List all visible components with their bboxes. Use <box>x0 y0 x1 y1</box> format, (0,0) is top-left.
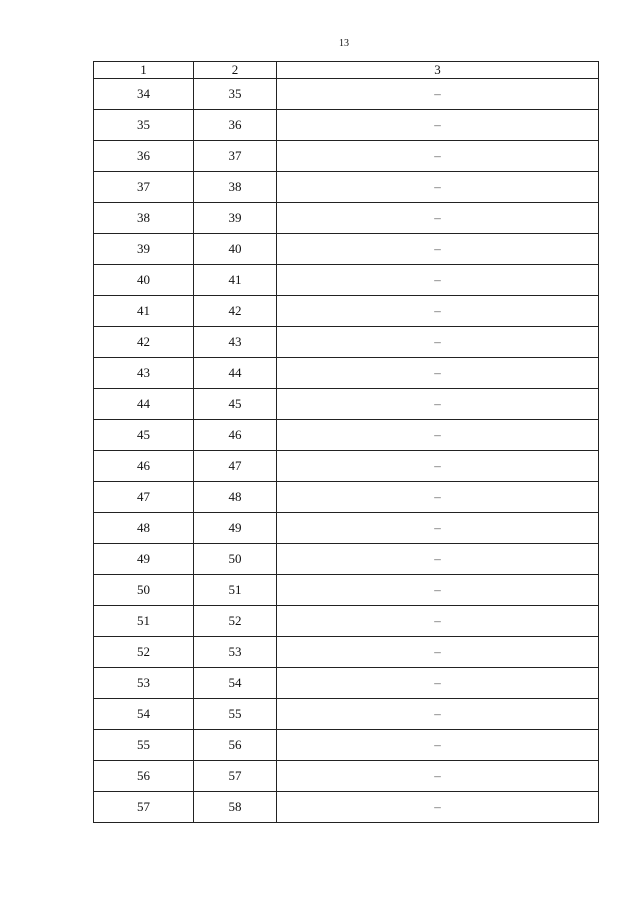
table-cell-col-3: – <box>277 234 599 265</box>
table-row <box>94 606 599 637</box>
table-cell-col-3: – <box>277 730 599 761</box>
table-cell-col-2: 38 <box>194 172 277 203</box>
table-cell-col-3: – <box>277 265 599 296</box>
table-row <box>94 668 599 699</box>
table-cell-col-3: – <box>277 420 599 451</box>
table-cell-col-3: – <box>277 110 599 141</box>
table-row <box>94 79 599 110</box>
table-cell-col-3: – <box>277 544 599 575</box>
table-cell-col-1: 46 <box>94 451 194 482</box>
table-cell-col-1: 49 <box>94 544 194 575</box>
table-row <box>94 358 599 389</box>
table-cell-col-1: 36 <box>94 141 194 172</box>
table-row <box>94 234 599 265</box>
table-row <box>94 389 599 420</box>
table-cell-col-2: 40 <box>194 234 277 265</box>
table-cell-col-3: – <box>277 141 599 172</box>
table-cell-col-3: – <box>277 575 599 606</box>
table-cell-col-1: 41 <box>94 296 194 327</box>
table-cell-col-1: 37 <box>94 172 194 203</box>
table-cell-col-1: 44 <box>94 389 194 420</box>
column-header-2: 2 <box>194 62 277 79</box>
table-cell-col-1: 48 <box>94 513 194 544</box>
table-cell-col-2: 46 <box>194 420 277 451</box>
table-cell-col-1: 47 <box>94 482 194 513</box>
table-cell-col-3: – <box>277 172 599 203</box>
table-cell-col-3: – <box>277 482 599 513</box>
table-cell-col-1: 53 <box>94 668 194 699</box>
column-header-3: 3 <box>277 62 599 79</box>
table-cell-col-3: – <box>277 792 599 823</box>
table-cell-col-2: 45 <box>194 389 277 420</box>
table-row <box>94 203 599 234</box>
table-cell-col-3: – <box>277 79 599 110</box>
table-cell-col-2: 47 <box>194 451 277 482</box>
table-row <box>94 761 599 792</box>
table-cell-col-3: – <box>277 358 599 389</box>
table-cell-col-2: 51 <box>194 575 277 606</box>
table-cell-col-1: 40 <box>94 265 194 296</box>
table-cell-col-2: 44 <box>194 358 277 389</box>
table-row <box>94 792 599 823</box>
table-cell-col-1: 43 <box>94 358 194 389</box>
table-cell-col-2: 55 <box>194 699 277 730</box>
table-cell-col-3: – <box>277 668 599 699</box>
table-cell-col-2: 42 <box>194 296 277 327</box>
table-cell-col-2: 39 <box>194 203 277 234</box>
table-cell-col-2: 56 <box>194 730 277 761</box>
table-cell-col-3: – <box>277 699 599 730</box>
table-row <box>94 451 599 482</box>
table-cell-col-3: – <box>277 637 599 668</box>
table-row <box>94 141 599 172</box>
table-cell-col-1: 51 <box>94 606 194 637</box>
table-cell-col-2: 41 <box>194 265 277 296</box>
table-cell-col-1: 39 <box>94 234 194 265</box>
table-cell-col-3: – <box>277 327 599 358</box>
table-cell-col-3: – <box>277 513 599 544</box>
table-cell-col-1: 56 <box>94 761 194 792</box>
table-row <box>94 420 599 451</box>
table-cell-col-2: 49 <box>194 513 277 544</box>
table-row <box>94 482 599 513</box>
table-cell-col-3: – <box>277 606 599 637</box>
table-row <box>94 730 599 761</box>
table-cell-col-1: 57 <box>94 792 194 823</box>
table-cell-col-2: 50 <box>194 544 277 575</box>
table-cell-col-3: – <box>277 451 599 482</box>
table-cell-col-2: 57 <box>194 761 277 792</box>
table-cell-col-2: 58 <box>194 792 277 823</box>
table-body <box>94 79 599 823</box>
table-row <box>94 265 599 296</box>
table-row <box>94 110 599 141</box>
table-row <box>94 296 599 327</box>
table-row <box>94 327 599 358</box>
table-row <box>94 575 599 606</box>
table-cell-col-1: 50 <box>94 575 194 606</box>
table-row <box>94 544 599 575</box>
page-number: 13 <box>339 38 349 49</box>
table-cell-col-2: 48 <box>194 482 277 513</box>
table-cell-col-2: 54 <box>194 668 277 699</box>
table-cell-col-1: 52 <box>94 637 194 668</box>
table-row <box>94 513 599 544</box>
table-row <box>94 699 599 730</box>
table-cell-col-1: 54 <box>94 699 194 730</box>
table-cell-col-2: 52 <box>194 606 277 637</box>
table-cell-col-3: – <box>277 296 599 327</box>
table-cell-col-1: 45 <box>94 420 194 451</box>
table-cell-col-2: 37 <box>194 141 277 172</box>
table-row <box>94 637 599 668</box>
table-row <box>94 172 599 203</box>
table-cell-col-2: 53 <box>194 637 277 668</box>
table-cell-col-2: 36 <box>194 110 277 141</box>
column-header-1: 1 <box>94 62 194 79</box>
table-cell-col-1: 42 <box>94 327 194 358</box>
table-cell-col-3: – <box>277 761 599 792</box>
table-cell-col-1: 38 <box>94 203 194 234</box>
table-cell-col-2: 43 <box>194 327 277 358</box>
table-header-row <box>94 62 599 79</box>
table-cell-col-1: 55 <box>94 730 194 761</box>
data-table <box>93 61 599 823</box>
table-cell-col-1: 35 <box>94 110 194 141</box>
table-cell-col-1: 34 <box>94 79 194 110</box>
table-cell-col-3: – <box>277 203 599 234</box>
table-cell-col-3: – <box>277 389 599 420</box>
table-cell-col-2: 35 <box>194 79 277 110</box>
